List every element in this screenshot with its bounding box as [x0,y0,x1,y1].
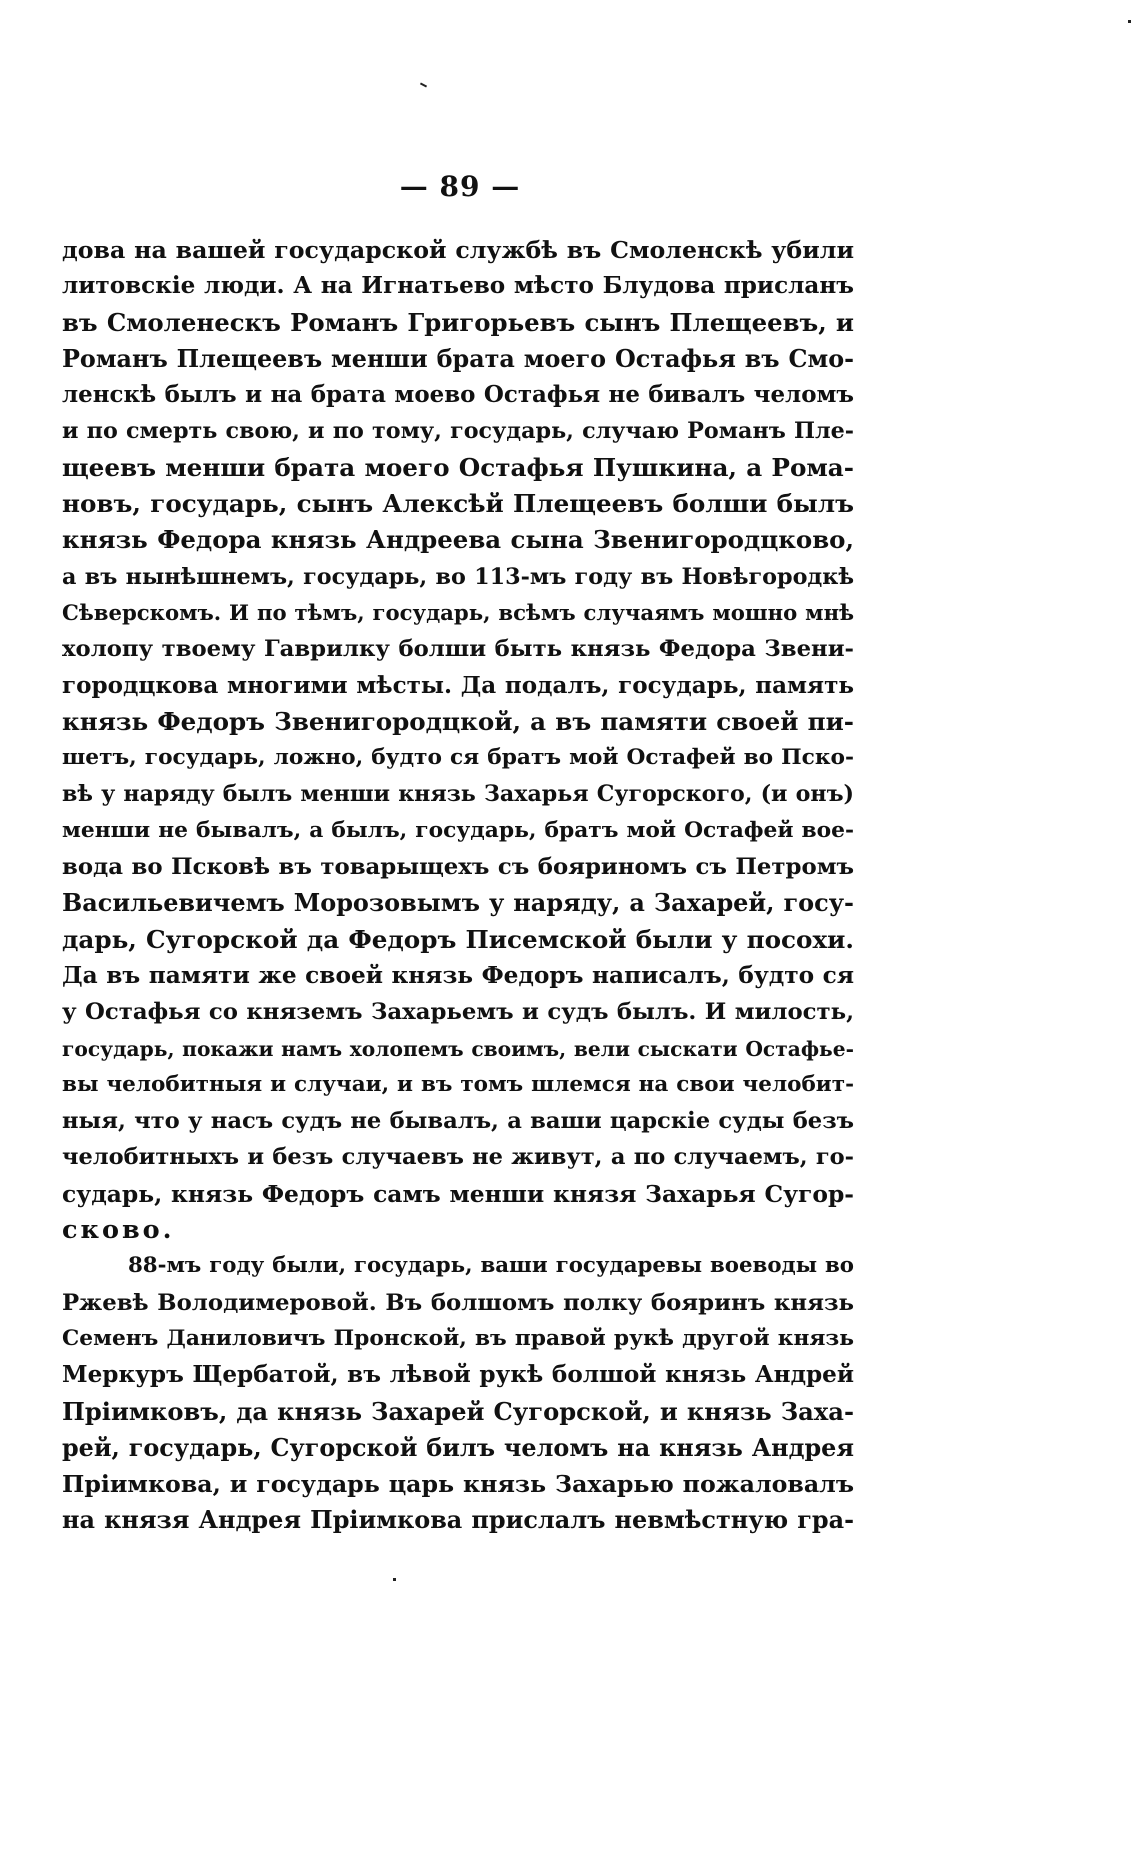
text-line: шетъ, государь, ложно, будто ся братъ мой Остафей во Пско- [62,745,854,771]
text-line: городцкова многими мѣсты. Да подалъ, государь, память [62,671,854,699]
text-line: Семенъ Даниловичъ Пронской, въ правой рукѣ другой князь [62,1325,854,1351]
ink-speck [420,82,427,87]
text-line: князь Федоръ Звенигородцкой, а въ памяти своей пи- [62,706,854,736]
text-line: государь, покажи намъ холопемъ своимъ, вели сыскати Остафье- [62,1036,854,1061]
text-line: на князя Андрея Пріимкова прислалъ невмѣстную гра- [62,1506,854,1535]
text-line: Сѣверскомъ. И по тѣмъ, государь, всѣмъ случаямъ мошно мнѣ [62,599,854,625]
text-line: Да въ памяти же своей князь Федоръ написалъ, будто ся [62,961,854,989]
page-number: — 89 — [399,170,521,203]
text-line: и по смерть свою, и по тому, государь, случаю Романъ Пле- [62,418,854,445]
text-line: Пріимковъ, да князь Захарей Сугорской, и князь Заха- [62,1396,854,1426]
text-line: холопу твоему Гаврилку болши быть князь Федора Звени- [62,636,854,663]
text-line: вода во Псковѣ въ товарыщехъ съ бояриномъ съ Петромъ [62,854,854,881]
text-line: новъ, государь, сынъ Алексѣй Плещеевъ болши былъ [62,489,854,519]
text-line: литовскіе люди. А на Игнатьево мѣсто Блудова присланъ [62,272,854,300]
paragraph-1 [62,232,854,1248]
paragraph-2 [62,1248,854,1538]
text-line: вѣ у наряду былъ менши князь Захарья Сугорского, (и онъ) [62,781,854,808]
text-line: а въ нынѣшнемъ, государь, во 113-мъ году въ Новѣгородкѣ [62,563,854,590]
text-line: у Остафья со княземъ Захарьемъ и судъ былъ. И милость, [62,999,854,1026]
text-line: въ Смоленескъ Романъ Григорьевъ сынъ Плещеевъ, и [62,307,854,337]
text-line: сударь, князь Федоръ самъ менши князя Захарья Сугор- [62,1179,854,1208]
text-line: 88-мъ году были, государь, ваши государевы воеводы во [128,1253,854,1279]
text-line: челобитныхъ и безъ случаевъ не живут, а по случаемъ, го- [62,1144,854,1171]
text-line: щеевъ менши брата моего Остафья Пушкина, а Рома- [62,452,854,482]
text-line: Пріимкова, и государь царь князь Захарью пожаловалъ [62,1470,854,1499]
text-line: Романъ Плещеевъ менши брата моего Остафья въ Смо- [62,344,854,373]
text-line: Ржевѣ Володимеровой. Въ болшомъ полку бояринъ князь [62,1289,854,1316]
text-line: рей, государь, Сугорской билъ челомъ на князь Андрея [62,1433,854,1462]
text-line: Меркуръ Щербатой, въ лѣвой рукѣ болшой князь Андрей [62,1361,854,1389]
text-line: сково. [62,1215,175,1246]
text-line: Васильевичемъ Морозовымъ у наряду, а Захарей, госу- [62,889,854,918]
ink-speck [393,1578,396,1581]
text-line: ленскѣ былъ и на брата моево Остафья не бивалъ челомъ [62,381,854,409]
text-line: князь Федора князь Андреева сына Звенигородцково, [62,525,854,555]
body-text [62,232,854,1539]
ink-speck [1128,20,1131,23]
text-line: дарь, Сугорской да Федоръ Писемской были у посохи. [62,924,854,954]
text-line: вы челобитныя и случаи, и въ томъ шлемся на свои челобит- [62,1071,854,1097]
text-line: дова на вашей государской службѣ въ Смоленскѣ убили [62,236,854,264]
text-line: менши не бывалъ, а былъ, государь, братъ мой Остафей воe- [62,817,854,843]
text-line: ныя, что у насъ судъ не бывалъ, а ваши царскіе суды безъ [62,1108,854,1135]
